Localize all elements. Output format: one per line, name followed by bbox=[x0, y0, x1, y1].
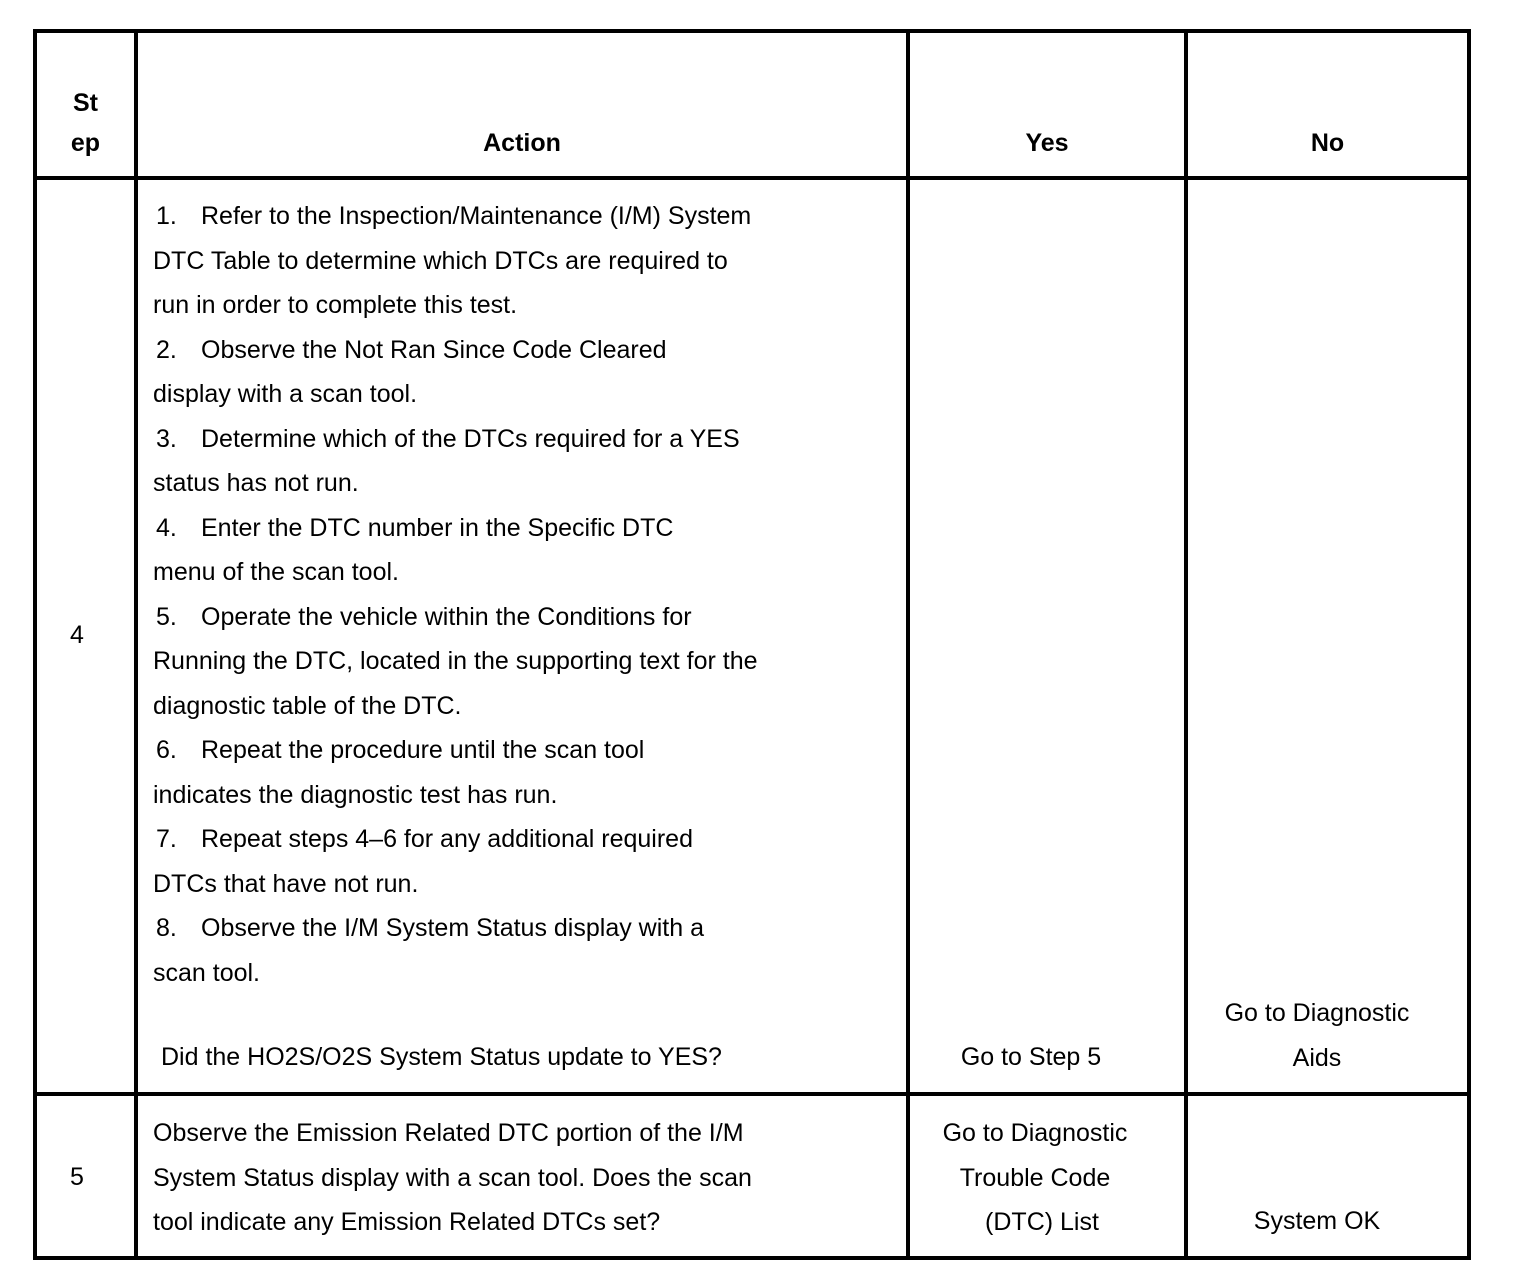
list-item-text: Repeat steps 4–6 for any additional required bbox=[201, 825, 693, 853]
header-no: No bbox=[1310, 129, 1345, 157]
row5-action-line3: tool indicate any Emission Related DTCs set? bbox=[153, 1208, 661, 1236]
header-step-line1: St bbox=[73, 89, 98, 117]
action-steps-list bbox=[153, 194, 903, 995]
list-item-text: Refer to the Inspection/Maintenance (I/M) System bbox=[201, 202, 752, 230]
list-item-text: Operate the vehicle within the Conditions for bbox=[201, 602, 692, 631]
list-item-text: Observe the Not Ran Since Code Cleared bbox=[201, 335, 667, 364]
list-item-text: DTC Table to determine which DTCs are required to bbox=[153, 246, 728, 275]
list-item-number: 2. bbox=[156, 335, 177, 364]
row5-step: 5 bbox=[70, 1163, 84, 1191]
list-item-text: Repeat the procedure until the scan tool bbox=[201, 736, 645, 764]
row-divider bbox=[33, 1092, 1471, 1096]
row4-yes: Go to Step 5 bbox=[960, 1043, 1102, 1071]
row4-no-line1: Go to Diagnostic bbox=[1224, 999, 1410, 1027]
list-item bbox=[153, 906, 903, 995]
table-bottom-border bbox=[33, 1256, 1471, 1260]
table-right-border bbox=[1467, 29, 1471, 1260]
list-item bbox=[153, 506, 903, 595]
header-action: Action bbox=[483, 129, 561, 157]
row5-yes-line3: (DTC) List bbox=[985, 1208, 1099, 1236]
row4-action bbox=[153, 194, 903, 995]
diagnostic-table bbox=[33, 29, 1471, 1260]
list-item-text: display with a scan tool. bbox=[153, 380, 418, 408]
list-item-number: 5. bbox=[156, 602, 177, 631]
row5-action-line2: System Status display with a scan tool. Does the scan bbox=[153, 1163, 752, 1192]
list-item bbox=[153, 194, 903, 328]
list-item-number: 1. bbox=[156, 202, 177, 230]
list-item-text: status has not run. bbox=[153, 469, 359, 497]
list-item-number: 7. bbox=[156, 825, 177, 853]
header-yes: Yes bbox=[1025, 129, 1069, 157]
row5-yes-line2: Trouble Code bbox=[959, 1163, 1111, 1192]
column-divider-step bbox=[134, 29, 138, 1260]
list-item-text: indicates the diagnostic test has run. bbox=[153, 780, 558, 809]
list-item bbox=[153, 728, 903, 817]
list-item bbox=[153, 328, 903, 417]
row4-question: Did the HO2S/O2S System Status update to YES? bbox=[161, 1043, 722, 1071]
row5-action bbox=[153, 1111, 903, 1245]
list-item-text: scan tool. bbox=[153, 958, 261, 987]
list-item-text: DTCs that have not run. bbox=[153, 869, 419, 898]
row4-no bbox=[1188, 991, 1446, 1080]
list-item-text: Determine which of the DTCs required for a YES bbox=[201, 424, 740, 453]
list-item-text: diagnostic table of the DTC. bbox=[153, 691, 462, 720]
row4-no-line2: Aids bbox=[1292, 1043, 1342, 1072]
list-item-text: Observe the I/M System Status display with a bbox=[201, 914, 704, 942]
row5-yes bbox=[910, 1111, 1160, 1245]
list-item bbox=[153, 417, 903, 506]
list-item-number: 3. bbox=[156, 424, 177, 453]
list-item-text: run in order to complete this test. bbox=[153, 291, 518, 319]
header-step-line2: ep bbox=[70, 129, 101, 157]
list-item-number: 6. bbox=[156, 736, 177, 764]
list-item-text: Running the DTC, located in the supporting text for the bbox=[153, 647, 758, 675]
list-item bbox=[153, 817, 903, 906]
list-item bbox=[153, 595, 903, 729]
header-step bbox=[37, 83, 134, 163]
table-top-border bbox=[33, 29, 1471, 33]
list-item-text: Enter the DTC number in the Specific DTC bbox=[201, 513, 674, 542]
list-item-text: menu of the scan tool. bbox=[153, 558, 399, 586]
header-bottom-border bbox=[33, 176, 1471, 180]
list-item-number: 4. bbox=[156, 513, 177, 542]
list-item-number: 8. bbox=[156, 914, 177, 942]
row5-no: System OK bbox=[1253, 1207, 1381, 1235]
row4-step: 4 bbox=[70, 621, 84, 649]
row5-yes-line1: Go to Diagnostic bbox=[942, 1119, 1128, 1147]
row5-action-line1: Observe the Emission Related DTC portion of the I/M bbox=[153, 1119, 744, 1147]
